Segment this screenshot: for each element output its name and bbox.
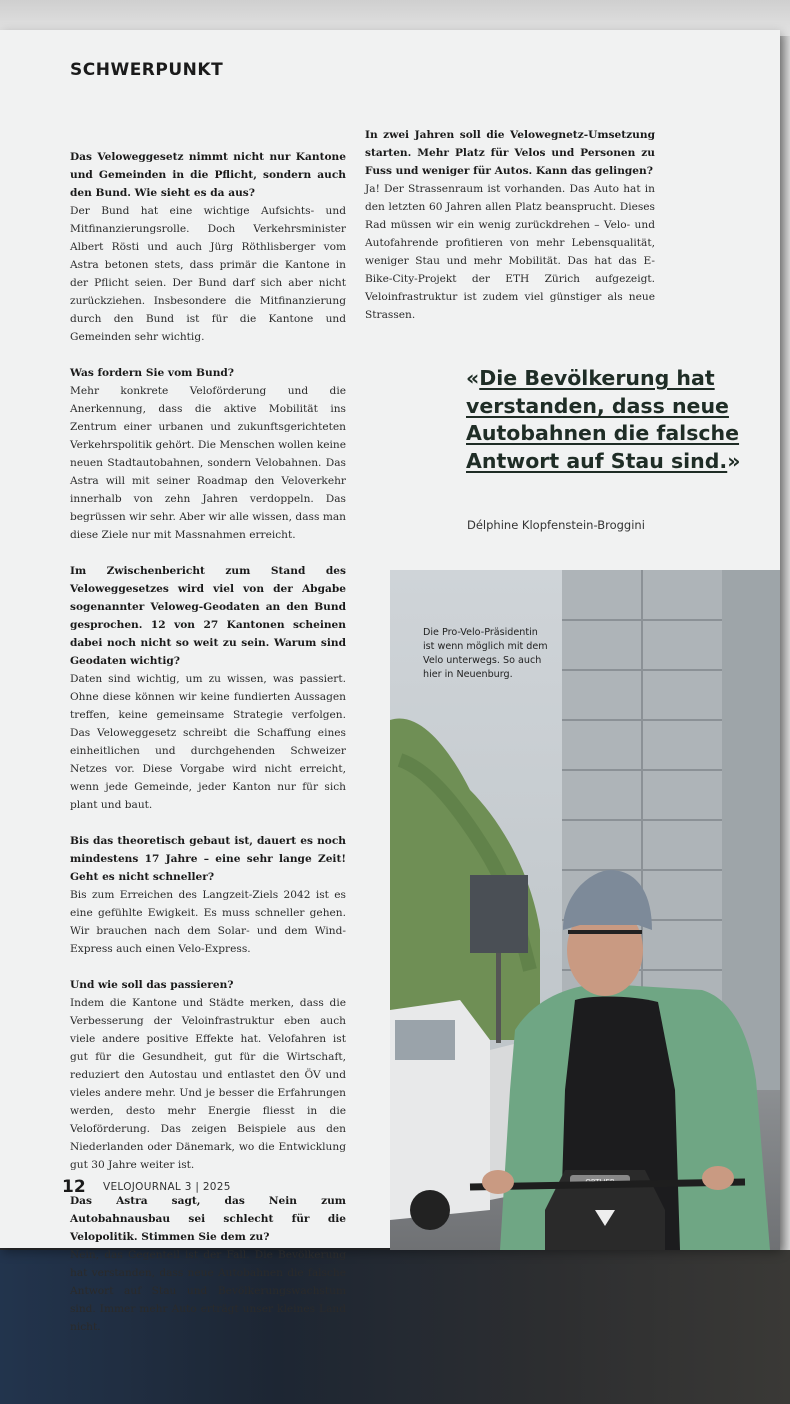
question: Das Veloweggesetz nimmt nicht nur Kantone und Gemeinden in die Pflicht, sondern auch den Bund. Wie sieht es da aus? — [70, 151, 346, 199]
qa-block — [70, 1192, 346, 1336]
qa-block — [70, 562, 346, 814]
magazine-page — [0, 30, 780, 1333]
answer: Daten sind wichtig, um zu wissen, was passiert. Ohne diese können wir keine fundierten Aussagen treffen, keine gemeinsame Strategie verfolgen. Das Veloweggesetz schreibt die Schaffung eines einheitlichen und durchgehenden Schweizer Netzes vor. Diese Vorgabe wird nicht erreicht, wenn jede Gemeinde, jeder Kanton nur für sich plant und baut. — [70, 673, 346, 811]
left-column — [70, 148, 346, 1354]
question: Im Zwischenbericht zum Stand des Veloweggesetzes wird viel von der Abgabe sogenannter Veloweg-Geodaten an den Bund gesprochen. 12 von 27 Kantonen scheinen dabei noch nicht so weit zu sein. Warum sind Geodaten wichtig? — [70, 565, 346, 667]
magazine-issue: VELOJOURNAL 3 | 2025 — [103, 1181, 231, 1193]
pull-quote — [466, 365, 746, 475]
question: Bis das theoretisch gebaut ist, dauert es noch mindestens 17 Jahre – eine sehr lange Zeit! Geht es nicht schneller? — [70, 835, 346, 883]
answer: Nein, das Gegenteil ist der Fall. Die Bevölkerung hat verstanden, dass neue Autobahnen die falsche Antwort auf Stau und Bevölkerungswachstum sind. Immer mehr Auto erträgt unser kleines Land nicht. — [70, 1249, 346, 1333]
question: Was fordern Sie vom Bund? — [70, 367, 235, 379]
quote-open-mark: « — [466, 366, 480, 390]
qa-block — [70, 832, 346, 958]
photo-caption: Die Pro-Velo-Präsidentin ist wenn möglich mit dem Velo unterwegs. So auch hier in Neuenburg. — [423, 627, 548, 680]
answer: Mehr konkrete Veloförderung und die Anerkennung, dass die aktive Mobilität ins Zentrum einer urbanen und zukunftsgerichteten Verkehrspolitik gehört. Die Menschen wollen keine neuen Stadtautobahnen, sondern Velobahnen. Das Astra will mit seiner Roadmap den Veloverkehr innerhalb von zehn Jahren verdoppeln. Das begrüssen wir sehr. Aber wir alle wissen, dass man diese Ziele nur mit Massnahmen erreicht. — [70, 385, 346, 541]
page-number: 12 — [62, 1177, 86, 1197]
qa-block — [70, 976, 346, 1174]
answer: Indem die Kantone und Städte merken, dass die Verbesserung der Veloinfrastruktur eben auch viele andere positive Effekte hat. Velofahren ist gut für die Gesundheit, gut für die Wirtschaft, reduziert den Autostau und entlastet den ÖV und vieles andere mehr. Und je besser die Erfahrungen werden, desto mehr Energie fliesst in die Veloförderung. Das zeigen Beispiele aus den Niederlanden oder Dänemark, wo die Entwicklung gut 30 Jahre weiter ist. — [70, 997, 346, 1171]
answer: Bis zum Erreichen des Langzeit-Ziels 2042 ist es eine gefühlte Ewigkeit. Es muss schneller gehen. Wir brauchen nach dem Solar- und dem Wind-Express auch einen Velo-Express. — [70, 889, 346, 955]
street-sign — [470, 875, 528, 953]
question: In zwei Jahren soll die Velowegnetz-Umsetzung starten. Mehr Platz für Velos und Personen zu Fuss und weniger für Autos. Kann das gelingen? — [365, 129, 655, 177]
qa-block — [70, 364, 346, 544]
question: Und wie soll das passieren? — [70, 979, 234, 991]
question: Das Astra sagt, das Nein zum Autobahnausbau sei schlecht für die Velopolitik. Stimmen Sie dem zu? — [70, 1195, 346, 1243]
section-label: SCHWERPUNKT — [70, 60, 224, 80]
answer: Ja! Der Strassenraum ist vorhanden. Das Auto hat in den letzten 60 Jahren allen Platz beansprucht. Dieses Rad müssen wir ein wenig zurückdrehen – Velo- und Autofahrende profitieren von mehr Lebensqualität, weniger Stau und mehr Mobilität. Das hat das E-Bike-City-Projekt der ETH Zürich aufgezeigt. Veloinfrastruktur ist zudem viel günstiger als neue Strassen. — [365, 183, 655, 321]
qa-block — [70, 148, 346, 346]
answer: Der Bund hat eine wichtige Aufsichts- und Mitfinanzierungsrolle. Doch Verkehrsminister Albert Rösti und auch Jürg Röthlisberger vom Astra betonen stets, dass primär die Kantone in der Pflicht seien. Der Bund darf sich aber nicht zurückziehen. Insbesondere die Mitfinanzierung durch den Bund ist für die Kantone und Gemeinden sehr wichtig. — [70, 205, 346, 343]
pull-quote-text: Die Bevölkerung hat verstanden, dass neue Autobahnen die falsche Antwort auf Stau sind. — [466, 366, 740, 473]
right-column — [365, 126, 655, 324]
quote-close-mark: » — [727, 448, 741, 473]
quote-author: Délphine Klopfenstein-Broggini — [467, 518, 645, 532]
